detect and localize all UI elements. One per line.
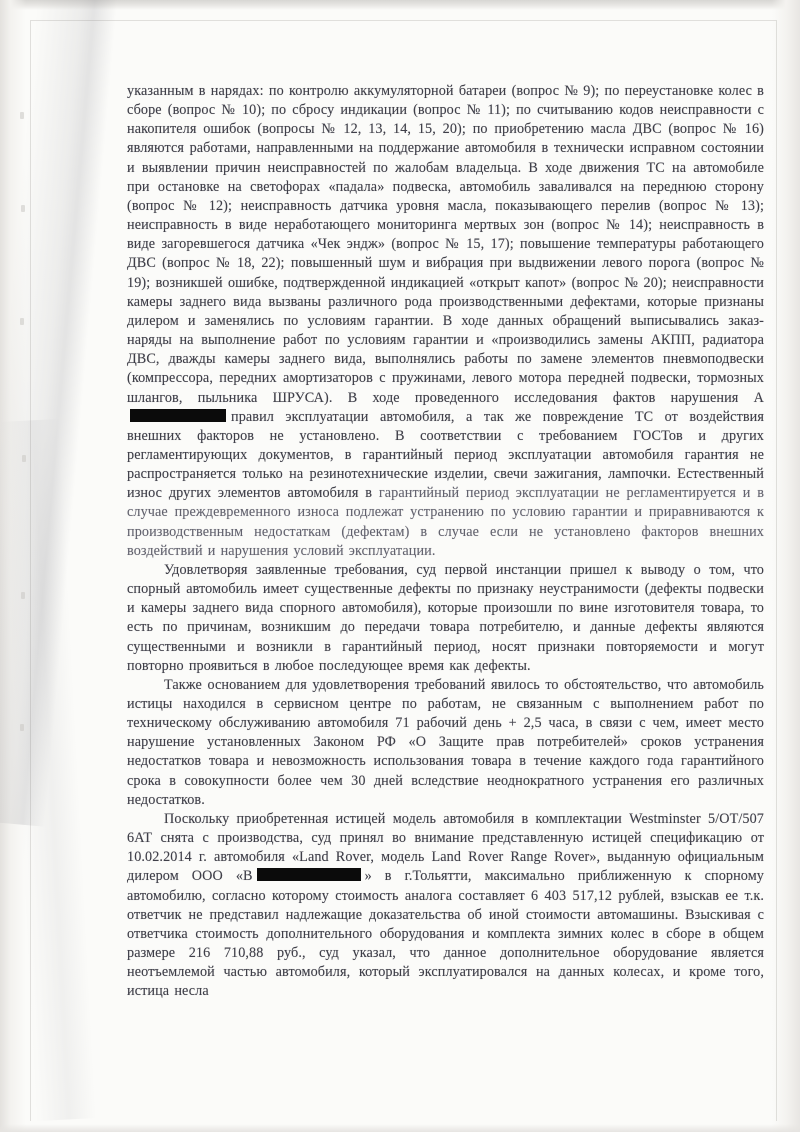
scan-speck	[21, 592, 25, 599]
document-text	[127, 82, 764, 1002]
redaction-box-dealer-name	[257, 868, 361, 881]
scan-speck	[21, 205, 25, 212]
scan-edge-bottom	[0, 1124, 800, 1132]
paragraph-text-faded: гарантийный период эксплуатации не регламентируется и в случае преждевременного износа подлежат устранению по условию гарантии и приравниваются к производственным недостаткам (дефектам) в случае если не установлено факторов внешних воздействий и нарушения условий эксплуатации.	[127, 485, 765, 559]
paragraph-service-center-days	[127, 676, 764, 810]
paragraph-warranty-works	[127, 82, 764, 561]
redaction-box-plaintiff-name	[130, 409, 226, 422]
paragraph-text: » в г.Тольятти, максимально приближенную к спорному автомобилю, согласно которому стоимость аналога составляет 6 403 517,12 рублей, взыскав ее т.к. ответчик не представил надлежащие доказательства об иной стоимости автомашины. Взыскивая с ответчика стоимость дополнительного оборудования и комплекта зимних колес в сборе в общем размере 216 710,88 руб., суд указал, что данное дополнительное оборудование является неотъемлемой частью автомобиля, который эксплуатировался на данных колесах, и кроме того, истица несла	[127, 868, 764, 1000]
scan-speck	[20, 724, 24, 731]
paragraph-text: Также основанием для удовлетворения требований явилось то обстоятельство, что автомобиль истицы находился в сервисном центре по работам, не связанным с выполнением работ по техническому обслуживанию автомобиля 71 рабочий день + 2,5 часа, в связи с чем, имеет место нарушение установленных Законом РФ «О Защите прав потребителей» сроков устранения недостатков товара и невозможность использования товара в течение каждого года гарантийного срока в совокупности более чем 30 дней вследствие неоднократного устранения его различных недостатков.	[127, 676, 764, 808]
scan-speck	[22, 455, 26, 462]
paragraph-text: указанным в нарядах: по контролю аккумуляторной батареи (вопрос № 9); по переустановке колес в сборе (вопрос № 10); по сбросу индикации (вопрос № 11); по считыванию кодов неисправности с накопителя ошибок (вопросы № 12, 13, 14, 15, 20); по приобретению масла ДВС (вопрос № 16) являются работами, направленными на поддержание автомобиля в технически исправном состоянии и выявлении причин неисправностей по жалобам владельца. В ходе движения ТС на автомобиле при остановке на светофорах «падала» подвеска, автомобиль заваливался на переднюю сторону (вопрос № 12); неисправность датчика уровня масла, показывающего перелив (вопрос № 13); неисправность в виде неработающего мониторинга мертвых зон (вопрос № 14); неисправность в виде загоревшегося датчика «Чек эндж» (вопрос № 15, 17); повышение температуры работающего ДВС (вопрос № 18, 22); повышенный шум и вибрация при выдвижении левого порога (вопрос № 19); возникшей ошибке, подтвержденной индикацией «открыт капот» (вопрос № 20); неисправности камеры заднего вида вызваны различного рода производственными дефектами, которые признаны дилером и заменялись по условиям гарантии. В ходе данных обращений выписывались заказ-наряды на выполнение работ по условиям гарантии и «производились замены АКПП, радиатора ДВС, дважды камеры заднего вида, выполнялись работы по замене элементов пневмоподвески (компрессора, передних амортизаторов с пружинами, левого мотора передней подвески, тормозных шлангов, пыльника ШРУСА). В ходе проведенного исследования фактов нарушения А	[127, 83, 764, 406]
scan-speck	[20, 318, 24, 325]
paragraph-text: правил эксплуатации автомобиля, а так же повреждение ТС от воздействия внешних факторов не установлено. В соответствии с требованием ГОСТов и других регламентирующих документов, в гарантийный период эксплуатации автомобиля гарантия не распространяется только на резинотехнические изделии, свечи зажигания, лампочки. Естественный износ других элементов автомобиля в	[127, 408, 764, 502]
paragraph-car-valuation	[127, 810, 764, 1002]
scan-edge-top	[0, 0, 800, 10]
paragraph-court-conclusion	[127, 561, 764, 676]
paragraph-text: Удовлетворяя заявленные требования, суд первой инстанции пришел к выводу о том, что спорный автомобиль имеет существенные дефекты по признаку неустранимости (дефекты подвески и камеры заднего вида спорного автомобиля), которые произошли по вине изготовителя товара, то есть по причинам, возникшим до передачи товара потребителю, и данные дефекты являются существенными и возникли в гарантийный период, носят признаки повторяемости и могут повторно проявиться в любое последующее время как дефекты.	[127, 561, 764, 674]
paragraph-text: Поскольку приобретенная истицей модель автомобиля в комплектации Westminster 5/ОТ/507 6АТ снята с производства, суд принял во внимание представленную истицей спецификацию от 10.02.2014 г. автомобиля «Land Rover, модель Land Rover Range Rover», выданную официальным дилером ООО «В	[127, 810, 764, 885]
scan-speck	[20, 112, 24, 119]
